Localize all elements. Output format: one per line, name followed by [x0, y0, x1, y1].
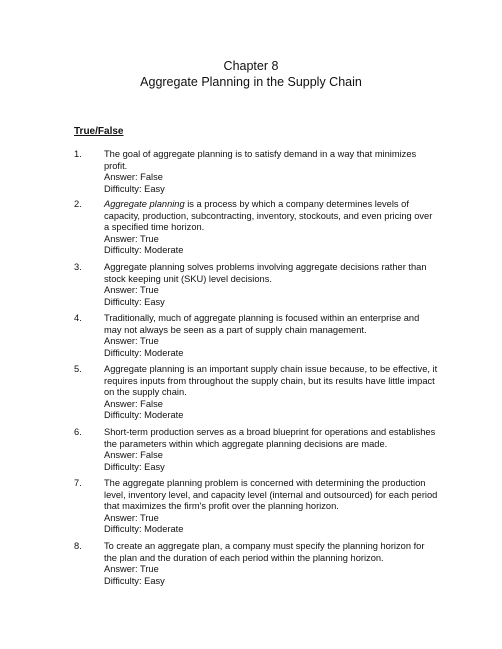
answer-line: Answer: True	[104, 336, 159, 347]
question-text: The aggregate planning problem is concerned with determining the production	[104, 478, 426, 488]
question-text: Aggregate planning is an important supply chain issue because, to be effective, it	[104, 364, 438, 374]
chapter-heading: Chapter 8	[223, 59, 279, 73]
answer-line: Answer: False	[104, 450, 163, 461]
question-text: requires inputs from throughout the supply chain, but its results have little impact	[104, 375, 435, 386]
answer-line: Answer: False	[104, 398, 163, 409]
question-number: 8.	[74, 541, 82, 551]
difficulty-line: Difficulty: Easy	[104, 296, 165, 307]
answer-line: Answer: True	[104, 564, 159, 575]
question-item	[74, 427, 444, 473]
question-text: Traditionally, much of aggregate planning is focused within an enterprise and	[104, 313, 420, 323]
question-item	[74, 313, 444, 359]
answer-line: Answer: True	[104, 285, 159, 296]
question-text: To create an aggregate plan, a company must specify the planning horizon for	[104, 541, 425, 551]
question-text: the parameters within which aggregate planning decisions are made.	[104, 438, 388, 449]
question-text: level, inventory level, and capacity level (internal and outsourced) for each period	[104, 489, 438, 500]
question-number: 4.	[74, 313, 82, 323]
chapter-subtitle: Aggregate Planning in the Supply Chain	[140, 75, 362, 89]
question-text: stock keeping unit (SKU) level decisions.	[104, 273, 272, 284]
question-text: the plan and the duration of each period within the planning horizon.	[104, 552, 384, 563]
difficulty-line: Difficulty: Moderate	[104, 347, 184, 358]
difficulty-line: Difficulty: Moderate	[104, 524, 184, 535]
answer-line: Answer: True	[104, 233, 159, 244]
answer-line: Answer: False	[104, 172, 163, 183]
question-text: profit.	[104, 160, 128, 171]
question-number: 2.	[74, 199, 82, 209]
section-heading: True/False	[74, 126, 124, 137]
question-item	[74, 199, 444, 257]
question-number: 7.	[74, 478, 82, 488]
question-text: that maximizes the firm's profit over the planning horizon.	[104, 501, 339, 512]
question-text: The goal of aggregate planning is to satisfy demand in a way that minimizes	[104, 149, 417, 159]
question-item	[74, 149, 444, 195]
question-number: 3.	[74, 262, 82, 272]
question-number: 5.	[74, 364, 82, 374]
question-number: 1.	[74, 149, 82, 159]
question-item	[74, 364, 444, 422]
question-item	[74, 478, 444, 536]
difficulty-line: Difficulty: Moderate	[104, 410, 184, 421]
page-title	[0, 58, 502, 90]
difficulty-line: Difficulty: Easy	[104, 575, 165, 586]
question-text: a specified time horizon.	[104, 222, 205, 233]
difficulty-line: Difficulty: Easy	[104, 183, 165, 194]
question-text: on the supply chain.	[104, 387, 187, 398]
question-text	[104, 199, 444, 211]
difficulty-line: Difficulty: Easy	[104, 461, 165, 472]
question-item	[74, 262, 444, 308]
question-text: may not always be seen as a part of supply chain management.	[104, 324, 367, 335]
question-text: Aggregate planning solves problems involving aggregate decisions rather than	[104, 262, 427, 272]
question-item	[74, 541, 444, 587]
italic-term: Aggregate planning	[104, 199, 185, 209]
question-text: Short-term production serves as a broad blueprint for operations and establishes	[104, 427, 436, 437]
question-text-rest: is a process by which a company determines levels of	[184, 199, 409, 209]
difficulty-line: Difficulty: Moderate	[104, 245, 184, 256]
question-text: capacity, production, subcontracting, inventory, stockouts, and even pricing over	[104, 210, 433, 221]
answer-line: Answer: True	[104, 512, 159, 523]
question-number: 6.	[74, 427, 82, 437]
